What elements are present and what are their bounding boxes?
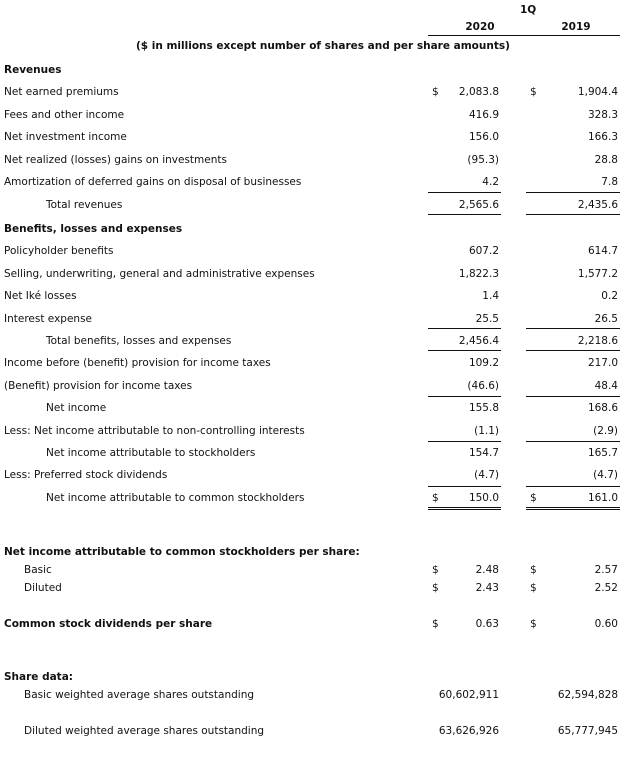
value-2019: 328.3 [587,109,618,121]
year-2019-header: 2019 [561,21,591,33]
value-2019: 1,577.2 [577,268,618,280]
value-2019: 0.2 [601,290,618,302]
basic-shares-label: Basic weighted average shares outstanding [24,689,255,701]
value-2019: 2.52 [594,582,618,594]
value-2019: (2.9) [593,425,618,437]
currency-symbol: $ [530,618,537,630]
value-2020: 1,822.3 [458,268,499,280]
subtotal-rule [526,396,620,397]
value-2019: 48.4 [594,380,618,392]
double-rule [526,507,620,508]
share-data-heading: Share data: [4,671,73,683]
value-2019: 614.7 [587,245,618,257]
value-2020: 156.0 [468,131,499,143]
total-benefits-2019: 2,218.6 [577,335,618,347]
basic-eps-label: Basic [24,564,52,576]
value-2020: (4.7) [474,469,499,481]
subtotal-rule [428,441,501,442]
value-2019: 161.0 [587,492,618,504]
currency-symbol: $ [530,86,537,98]
currency-symbol: $ [530,582,537,594]
per-share-heading: Net income attributable to common stockholders per share: [4,546,360,558]
total-rule [428,350,501,351]
row-label: Interest expense [4,313,92,325]
preferred-dividends-label: Less: Preferred stock dividends [4,469,168,481]
value-2019: 1,904.4 [577,86,618,98]
value-2020: 4.2 [482,176,499,188]
currency-symbol: $ [432,492,439,504]
subtotal-rule [428,486,501,487]
row-label: Fees and other income [4,109,125,121]
units-note: ($ in millions except number of shares and per share amounts) [136,40,510,52]
value-2020: (46.6) [467,380,499,392]
row-label: Selling, underwriting, general and administrative expenses [4,268,315,280]
double-rule [428,507,501,508]
value-2020: 2.43 [475,582,499,594]
total-rule [526,350,620,351]
currency-symbol: $ [432,582,439,594]
income-before-tax-label: Income before (benefit) provision for income taxes [4,357,271,369]
value-2020: (95.3) [467,154,499,166]
currency-symbol: $ [432,86,439,98]
value-2019: 168.6 [587,402,618,414]
subtotal-rule [428,192,501,193]
year-2020-header: 2020 [465,21,495,33]
value-2020: 1.4 [482,290,499,302]
double-rule [428,509,501,510]
total-benefits-label: Total benefits, losses and expenses [46,335,232,347]
diluted-eps-label: Diluted [24,582,62,594]
total-rule [428,214,501,215]
row-label: Net Iké losses [4,290,77,302]
value-2020: 60,602,911 [438,689,499,701]
value-2019: (4.7) [593,469,618,481]
income-tax-label: (Benefit) provision for income taxes [4,380,193,392]
value-2020: 2,083.8 [458,86,499,98]
total-benefits-2020: 2,456.4 [458,335,499,347]
subtotal-rule [428,328,501,329]
to-stockholders-label: Net income attributable to stockholders [46,447,256,459]
revenues-heading: Revenues [4,64,62,76]
total-revenues-2020: 2,565.6 [458,199,499,211]
value-2020: 150.0 [468,492,499,504]
total-revenues-2019: 2,435.6 [577,199,618,211]
subtotal-rule [428,396,501,397]
row-label: Net earned premiums [4,86,119,98]
value-2019: 217.0 [587,357,618,369]
value-2020: 416.9 [468,109,499,121]
value-2020: (1.1) [474,425,499,437]
value-2019: 28.8 [594,154,618,166]
value-2020: 25.5 [475,313,499,325]
row-label: Net investment income [4,131,127,143]
row-label: Policyholder benefits [4,245,114,257]
value-2020: 155.8 [468,402,499,414]
currency-symbol: $ [530,564,537,576]
currency-symbol: $ [530,492,537,504]
row-label: Amortization of deferred gains on disposal of businesses [4,176,302,188]
row-label: Net realized (losses) gains on investments [4,154,227,166]
value-2020: 607.2 [468,245,499,257]
subtotal-rule [526,486,620,487]
value-2019: 65,777,945 [557,725,618,737]
dividends-label: Common stock dividends per share [4,618,213,630]
value-2019: 166.3 [587,131,618,143]
value-2019: 0.60 [594,618,618,630]
value-2019: 2.57 [594,564,618,576]
double-rule [526,509,620,510]
value-2019: 7.8 [601,176,618,188]
subtotal-rule [526,328,620,329]
subtotal-rule [526,441,620,442]
value-2020: 109.2 [468,357,499,369]
value-2020: 63,626,926 [438,725,499,737]
benefits-heading: Benefits, losses and expenses [4,223,183,235]
value-2019: 165.7 [587,447,618,459]
net-income-label: Net income [46,402,107,414]
value-2020: 0.63 [475,618,499,630]
value-2019: 26.5 [594,313,618,325]
header-rule [428,35,620,36]
period-header: 1Q [520,4,537,16]
total-revenues-label: Total revenues [46,199,123,211]
to-common-label: Net income attributable to common stockholders [46,492,305,504]
value-2020: 154.7 [468,447,499,459]
total-rule [526,214,620,215]
nci-label: Less: Net income attributable to non-controlling interests [4,425,305,437]
value-2020: 2.48 [475,564,499,576]
diluted-shares-label: Diluted weighted average shares outstanding [24,725,265,737]
currency-symbol: $ [432,564,439,576]
value-2019: 62,594,828 [557,689,618,701]
subtotal-rule [526,192,620,193]
currency-symbol: $ [432,618,439,630]
